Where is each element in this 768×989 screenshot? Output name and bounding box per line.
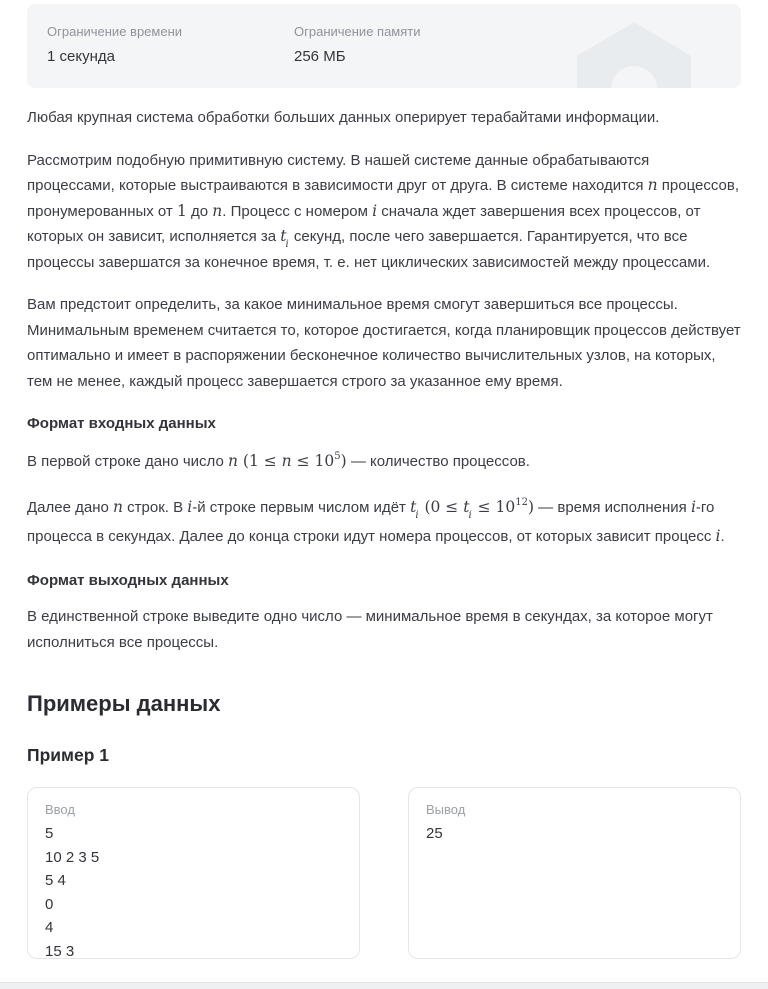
- output-format-heading: Формат выходных данных: [27, 572, 229, 589]
- inline-math: n: [212, 201, 223, 220]
- inline-math: n: [113, 498, 123, 516]
- sample-output-label: Вывод: [426, 802, 466, 817]
- memory-limit-block: [294, 24, 541, 88]
- inline-math: i: [187, 498, 193, 516]
- contest-logo-watermark-icon: [577, 23, 691, 88]
- time-limit-label: Ограничение времени: [47, 24, 183, 39]
- inline-math: i: [372, 201, 378, 220]
- sample-output-content: [426, 822, 723, 846]
- sample-line: 5 4: [45, 872, 66, 889]
- memory-limit-label: Ограничение памяти: [294, 24, 421, 39]
- example-1-samples: [27, 787, 741, 959]
- sample-line: 5: [45, 825, 54, 842]
- statement-paragraph: Вам предстоит определить, за какое минимальное время смогут завершиться все процессы. Минимальным временем считается то, которое достигается, когда планировщик процессов действует оптимально и имеет в распоряжении бесконечное количество вычислительных узлов, на которых, тем не менее, каждый процесс завершается строго за указанное ему время.: [27, 296, 741, 390]
- time-limit-value: 1 секунда: [47, 48, 115, 65]
- sample-line: 10 2 3 5: [45, 848, 100, 866]
- inline-math: i: [690, 498, 696, 516]
- statement-paragraph: Рассмотрим подобную примитивную систему. В нашей системе данные обрабатываются процессами, которые выстраиваются в зависимости друг от друга. В системе находится n процессов, пронумерованных от 1 до n. Процесс с номером i сначала ждет завершения всех процессов, от которых он зависит, исполняется за $t_i$ секунд, после чего завершается. Гарантируется, что все процессы завершатся за конечное время, т. е. нет циклических зависимостей между процессами.: [27, 151, 739, 271]
- inline-math: n $(1 \le n \le 10^5)$: [227, 450, 347, 470]
- time-limit-block: [47, 24, 294, 88]
- inline-math: n: [647, 176, 658, 194]
- problem-statement: [0, 105, 768, 959]
- input-format-paragraph: В первой строке дано число n $(1 \le n \le 10^5)$ — количество процессов.: [27, 450, 530, 470]
- sample-line: 0: [45, 895, 54, 913]
- inline-math: i: [715, 527, 721, 545]
- sample-input-content: [45, 822, 342, 959]
- sample-line: 4: [45, 919, 54, 936]
- input-format-heading: Формат входных данных: [27, 415, 216, 432]
- example-1-heading: Пример 1: [27, 745, 109, 765]
- examples-heading: Примеры данных: [27, 691, 221, 716]
- page-bottom-edge: [0, 982, 768, 989]
- sample-output-card: [408, 787, 741, 959]
- sample-input-card: [27, 787, 360, 959]
- inline-math: 1: [176, 201, 187, 220]
- sample-input-label: Ввод: [45, 802, 75, 817]
- input-format-paragraph: Далее дано n строк. В i-й строке первым числом идёт $t_i$ $(0 \le t_i \le 10^{12})$ — время исполнения i-го процесса в секундах. Далее до конца строки идут номера процессов, от которых зависит процесс i.: [27, 496, 725, 545]
- limits-card: [27, 4, 741, 88]
- inline-math: $t_i$: [280, 227, 289, 251]
- sample-line: 15 3: [45, 942, 75, 959]
- inline-math: $t_i$ $(0 \le t_i \le 10^{12})$: [410, 496, 535, 522]
- sample-line: 25: [426, 825, 443, 842]
- memory-limit-value: 256 МБ: [294, 48, 346, 65]
- statement-paragraph: Любая крупная система обработки больших данных оперирует терабайтами информации.: [27, 109, 660, 126]
- output-format-paragraph: В единственной строке выведите одно число — минимальное время в секундах, за которое могут исполниться все процессы.: [27, 608, 713, 651]
